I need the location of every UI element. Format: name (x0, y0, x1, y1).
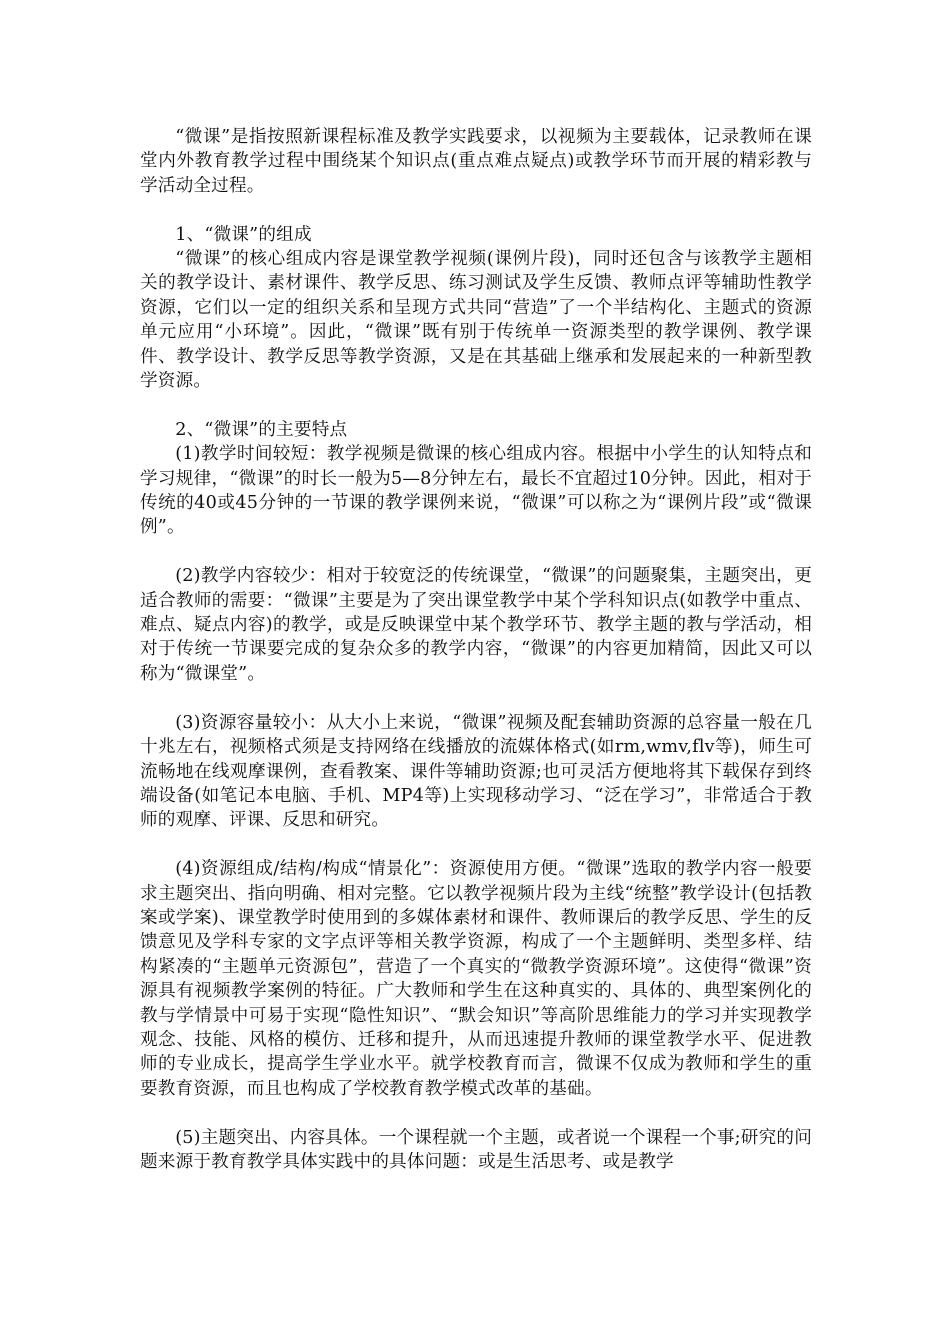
spacer (140, 198, 812, 222)
spacer (140, 833, 812, 857)
feature-1-paragraph: (1)教学时间较短：教学视频是微课的核心组成内容。根据中小学生的认知特点和学习规律，“微课”的时长一般为5—8分钟左右，最长不宜超过10分钟。因此，相对于传统的40或45分钟的一节课的教学课例来说，“微课”可以称之为“课例片段”或“微课例”。 (140, 444, 812, 538)
spacer (140, 393, 812, 417)
section-1-heading: 1、“微课”的组成 (175, 224, 312, 245)
feature-2-paragraph: (2)教学内容较少：相对于较宽泛的传统课堂，“微课”的问题聚集，主题突出，更适合教师的需要：“微课”主要是为了突出课堂教学中某个学科知识点(如教学中重点、难点、疑点内容)的教学，或是反映课堂中某个教学环节、教学主题的教与学活动，相对于传统一节课要完成的复杂众多的教学内容，“微课”的内容更加精简，因此又可以称为“微课堂”。 (140, 566, 812, 684)
feature-4-paragraph: (4)资源组成/结构/构成“情景化”：资源使用方便。“微课”选取的教学内容一般要求主题突出、指向明确、相对完整。它以教学视频片段为主线“统整”教学设计(包括教案或学案)、课堂教学时使用到的多媒体素材和课件、教师课后的教学反思、学生的反馈意见及学科专家的文字点评等相关教学资源，构成了一个主题鲜明、类型多样、结构紧凑的“主题单元资源包”，营造了一个真实的“微教学资源环境”。这使得“微课”资源具有视频教学案例的特征。广大教师和学生在这种真实的、具体的、典型案例化的教与学情景中可易于实现“隐性知识”、“默会知识”等高阶思维能力的学习并实现教学观念、技能、风格的模仿、迁移和提升，从而迅速提升教师的课堂教学水平、促进教师的专业成长，提高学生学业水平。就学校教育而言，微课不仅成为教师和学生的重要教育资源，而且也构成了学校教育教学模式改革的基础。 (140, 859, 812, 1099)
intro-paragraph: “微课”是指按照新课程标准及教学实践要求，以视频为主要载体，记录教师在课堂内外教育教学过程中围绕某个知识点(重点难点疑点)或教学环节而开展的精彩教与学活动全过程。 (140, 127, 812, 196)
spacer (140, 686, 812, 710)
document-page (140, 125, 812, 1174)
feature-3-paragraph: (3)资源容量较小：从大小上来说，“微课”视频及配套辅助资源的总容量一般在几十兆左右，视频格式须是支持网络在线播放的流媒体格式(如rm,wmv,flv等)，师生可流畅地在线观摩课例，查看教案、课件等辅助资源;也可灵活方便地将其下载保存到终端设备(如笔记本电脑、手机、MP4等)上实现移动学习、“泛在学习”，非常适合于教师的观摩、评课、反思和研究。 (140, 712, 812, 831)
feature-5-paragraph: (5)主题突出、内容具体。一个课程就一个主题，或者说一个课程一个事;研究的问题来源于教育教学具体实践中的具体问题：或是生活思考、或是教学 (140, 1127, 812, 1172)
spacer (140, 1101, 812, 1125)
section-1-body: “微课”的核心组成内容是课堂教学视频(课例片段)，同时还包含与该教学主题相关的教学设计、素材课件、教学反思、练习测试及学生反馈、教师点评等辅助性教学资源，它们以一定的组织关系和呈现方式共同“营造”了一个半结构化、主题式的资源单元应用“小环境”。因此，“微课”既有别于传统单一资源类型的教学课例、教学课件、教学设计、教学反思等教学资源，又是在其基础上继承和发展起来的一种新型教学资源。 (140, 249, 812, 392)
spacer (140, 540, 812, 564)
section-2-heading: 2、“微课”的主要特点 (175, 419, 348, 440)
